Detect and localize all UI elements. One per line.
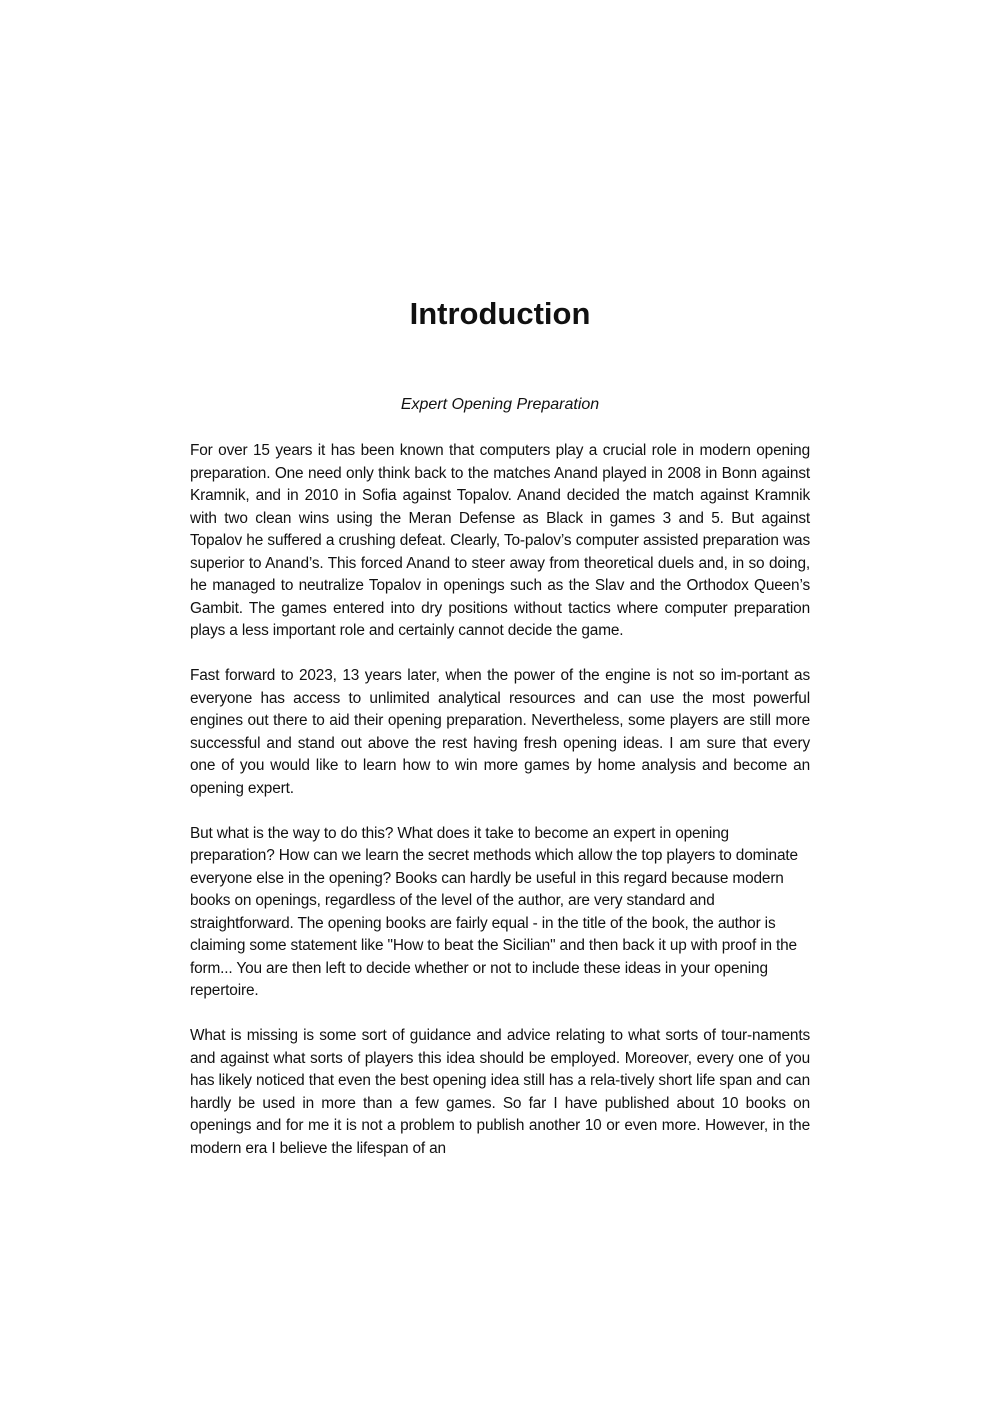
body-text (190, 440, 810, 1183)
paragraph-3: But what is the way to do this? What does it take to become an expert in opening preparation? How can we learn the secret methods which allow the top players to dominate everyone else in the opening? Books can hardly be useful in this regard because modern books on openings, regardless of the level of the author, are very standard and straightforward. The opening books are fairly equal - in the title of the book, the author is claiming some statement like "How to beat the Sicilian" and then back it up with proof in the form... You are then left to decide whether or not to include these ideas in your opening repertoire. (190, 824, 798, 999)
paragraph-4: What is missing is some sort of guidance and advice relating to what sorts of tour-naments and against what sorts of players this idea should be employed. Moreover, every one of you has likely noticed that even the best opening idea still has a rela-tively short life span and can hardly be used in more than a few games. So far I have published about 10 books on openings and for me it is not a problem to publish another 10 or even more. However, in the modern era I believe the lifespan of an (190, 1027, 810, 1157)
chapter-subtitle: Expert Opening Preparation (400, 396, 600, 413)
chapter-title: Introduction (409, 296, 591, 331)
paragraph-1: For over 15 years it has been known that computers play a crucial role in modern opening preparation. One need only think back to the matches Anand played in 2008 in Bonn against Kramnik, and in 2010 in Sofia against Topalov. Anand decided the match against Kramnik with two clean wins using the Meran Defense as Black in games 3 and 5. But against Topalov he suffered a crushing defeat. Clearly, To-palov’s computer assisted preparation was superior to Anand’s. This forced Anand to steer away from theoretical duels and, in so doing, he managed to neutralize Topalov in openings such as the Slav and the Orthodox Queen’s Gambit. The games entered into dry positions without tactics where computer preparation plays a less important role and certainly cannot decide the game. (190, 442, 810, 639)
paragraph-2: Fast forward to 2023, 13 years later, when the power of the engine is not so im-portant as everyone has access to unlimited analytical resources and can use the most powerful engines out there to aid their opening preparation. Nevertheless, some players are still more successful and stand out above the rest having fresh opening ideas. I am sure that every one of you would like to learn how to win more games by home analysis and become an opening expert. (190, 667, 810, 797)
